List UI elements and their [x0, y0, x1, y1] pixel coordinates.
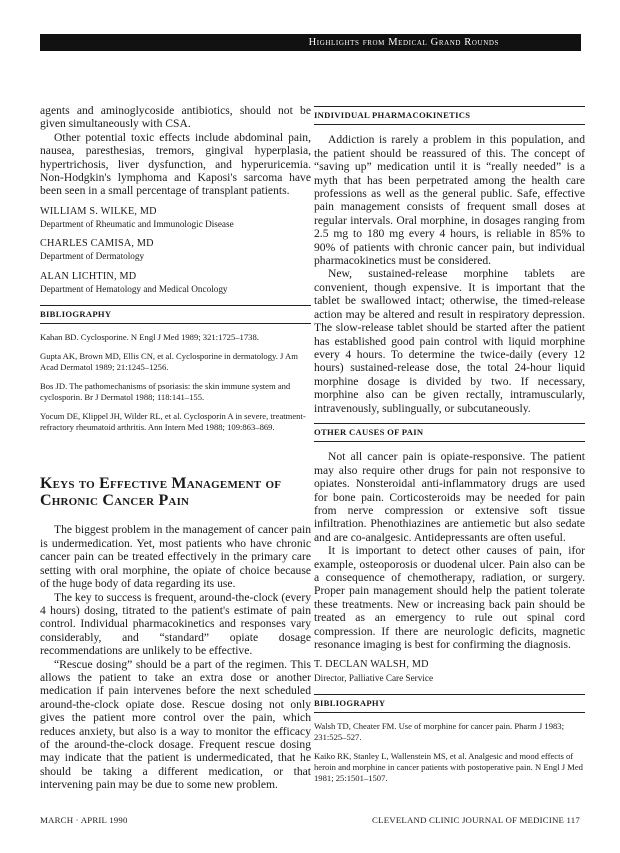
body-paragraph: Addiction is rarely a problem in this population, and the patient should be reassured of this. The concept of “saving up” medication until it is “really needed” is a myth that has been perpetrated among the health care professions as well as the general public. Safe, effective pain management consists of frequent small doses at regular intervals. Oral morphine, in dosages ranging from 2.5 mg to 180 mg every 4 hours, is reliable in 85% to 90% of patients with chronic cancer pain, but individual pharmacokinetics must be considered. [314, 133, 585, 268]
author-name: WILLIAM S. WILKE, MD [40, 205, 157, 217]
author-department: Director, Palliative Care Service [314, 672, 434, 683]
body-paragraph: agents and aminoglycoside antibiotics, should not be given simultaneously with CSA. [40, 104, 311, 131]
body-paragraph: “Rescue dosing” should be a part of the regimen. This allows the patient to take an extra dose or another medication if pain intervenes before the next scheduled around-the-clock opiate dose. Rescue dosing not only gives the patient more control over the pain, which reduces anxiety, but also is a way to monitor the efficacy of the around-the-clock dosage. Frequent rescue dosing may indicate that the patient is undermedicated, that he should be taking a different medication, or that intervening pain may be due to some new problem. [40, 657, 311, 792]
body-paragraph: Other potential toxic effects include abdominal pain, nausea, paresthesias, tremors, gingival hyperplasia, hypertrichosis, liver dysfunction, and hyperuricemia. Non-Hodgkin's lymphoma and Kaposi's sarcoma have been seen in a small percentage of transplant patients. [40, 130, 311, 198]
bibliography-entry: Gupta AK, Brown MD, Ellis CN, et al. Cyclosporine in dermatology. J Am Acad Dermatol 1989; 21:1245–1256. [40, 351, 298, 373]
right-column [314, 106, 585, 784]
banner-text: Highlights from Medical Grand Rounds [308, 37, 499, 48]
author-name: ALAN LICHTIN, MD [40, 270, 137, 282]
section-banner [40, 34, 581, 51]
bibliography-heading: BIBLIOGRAPHY [314, 694, 585, 713]
footer-journal-page: CLEVELAND CLINIC JOURNAL OF MEDICINE 117 [372, 815, 580, 825]
author-department: Department of Dermatology [40, 251, 145, 262]
bibliography-entry: Yocum DE, Klippel JH, Wilder RL, et al. Cyclosporin A in severe, treatment-refractory rheumatoid arthritis. Ann Intern Med 1988; 109:863–869. [40, 411, 306, 433]
body-paragraph: New, sustained-release morphine tablets are convenient, though expensive. It is important that the tablet be swallowed intact; otherwise, the timed-release action may be altered and result in respiratory depression. The slow-release tablet should be started after the patient has established good pain control with liquid morphine every 4 hours. To determine the twice-daily (every 12 hours) sustained-release dose, the total 24-hour liquid morphine dosage is divided by two. If necessary, morphine also can be given rectally, intramuscularly, intravenously, sublingually, or subcutaneously. [314, 267, 585, 415]
body-paragraph: The biggest problem in the management of cancer pain is undermedication. Yet, most patients who have chronic cancer pain can be treated effectively in the primary care setting with oral morphine, the opiate of choice because of the huge body of data regarding its use. [40, 523, 311, 591]
author-signature [40, 238, 311, 262]
pharmacokinetics-heading: INDIVIDUAL PHARMACOKINETICS [314, 106, 585, 125]
body-paragraph: The key to success is frequent, around-the-clock (every 4 hours) dosing, titrated to the patient's estimate of pain control. Individual pharmacokinetics and responses vary considerably, and “standard” opiate dosage recommendations are unlikely to be effective. [40, 590, 311, 658]
author-department: Department of Rheumatic and Immunologic Disease [40, 219, 234, 230]
author-signature [40, 271, 311, 295]
author-name: CHARLES CAMISA, MD [40, 238, 154, 250]
bibliography-entry: Kahan BD. Cyclosporine. N Engl J Med 1989; 321:1725–1738. [40, 332, 259, 343]
bibliography-heading: BIBLIOGRAPHY [40, 305, 311, 324]
bibliography-entry: Walsh TD, Cheater FM. Use of morphine for cancer pain. Pharm J 1983; 231:525–527. [314, 721, 564, 743]
article-title: Keys to Effective Management of Chronic Cancer Pain [40, 475, 282, 510]
footer-issue-date: MARCH · APRIL 1990 [40, 815, 128, 825]
bibliography-entry: Bos JD. The pathomechanisms of psoriasis: the skin immune system and cyclosporin. Br J Dermatol 1988; 118:141–155. [40, 381, 291, 403]
author-name: T. DECLAN WALSH, MD [314, 659, 429, 671]
author-signature [314, 659, 585, 683]
author-department: Department of Hematology and Medical Oncology [40, 283, 228, 294]
author-signature [40, 206, 311, 230]
body-paragraph: It is important to detect other causes of pain, ifor example, osteoporosis or duodenal ulcer. Pain also can be a consequence of chemotherapy, radiation, or surgery. Proper pain management should help the patient tolerate these treatments. New or increasing back pain should be treated as an emergency to rule out spinal cord compression. If there are neurologic deficits, magnetic resonance imaging is best for confirming the diagnosis. [314, 544, 585, 652]
bibliography-entry: Kaiko RK, Stanley L, Wallenstein MS, et al. Analgesic and mood effects of heroin and morphine in cancer patients with postoperative pain. N Engl J Med 1981; 25:1501–1507. [314, 751, 583, 784]
left-column [40, 104, 311, 792]
body-paragraph: Not all cancer pain is opiate-responsive. The patient may also require other drugs for pain not responsive to opiates. Nonsteroidal anti-inflammatory drugs are used for bone pain. Corticosteroids may be needed for pain from nerve compression or extensive soft tissue infiltration. Phenothiazines are antiemetic but also sedate and are co-analgesic. Antidepressants are often useful. [314, 450, 585, 544]
other-causes-heading: OTHER CAUSES OF PAIN [314, 423, 585, 442]
